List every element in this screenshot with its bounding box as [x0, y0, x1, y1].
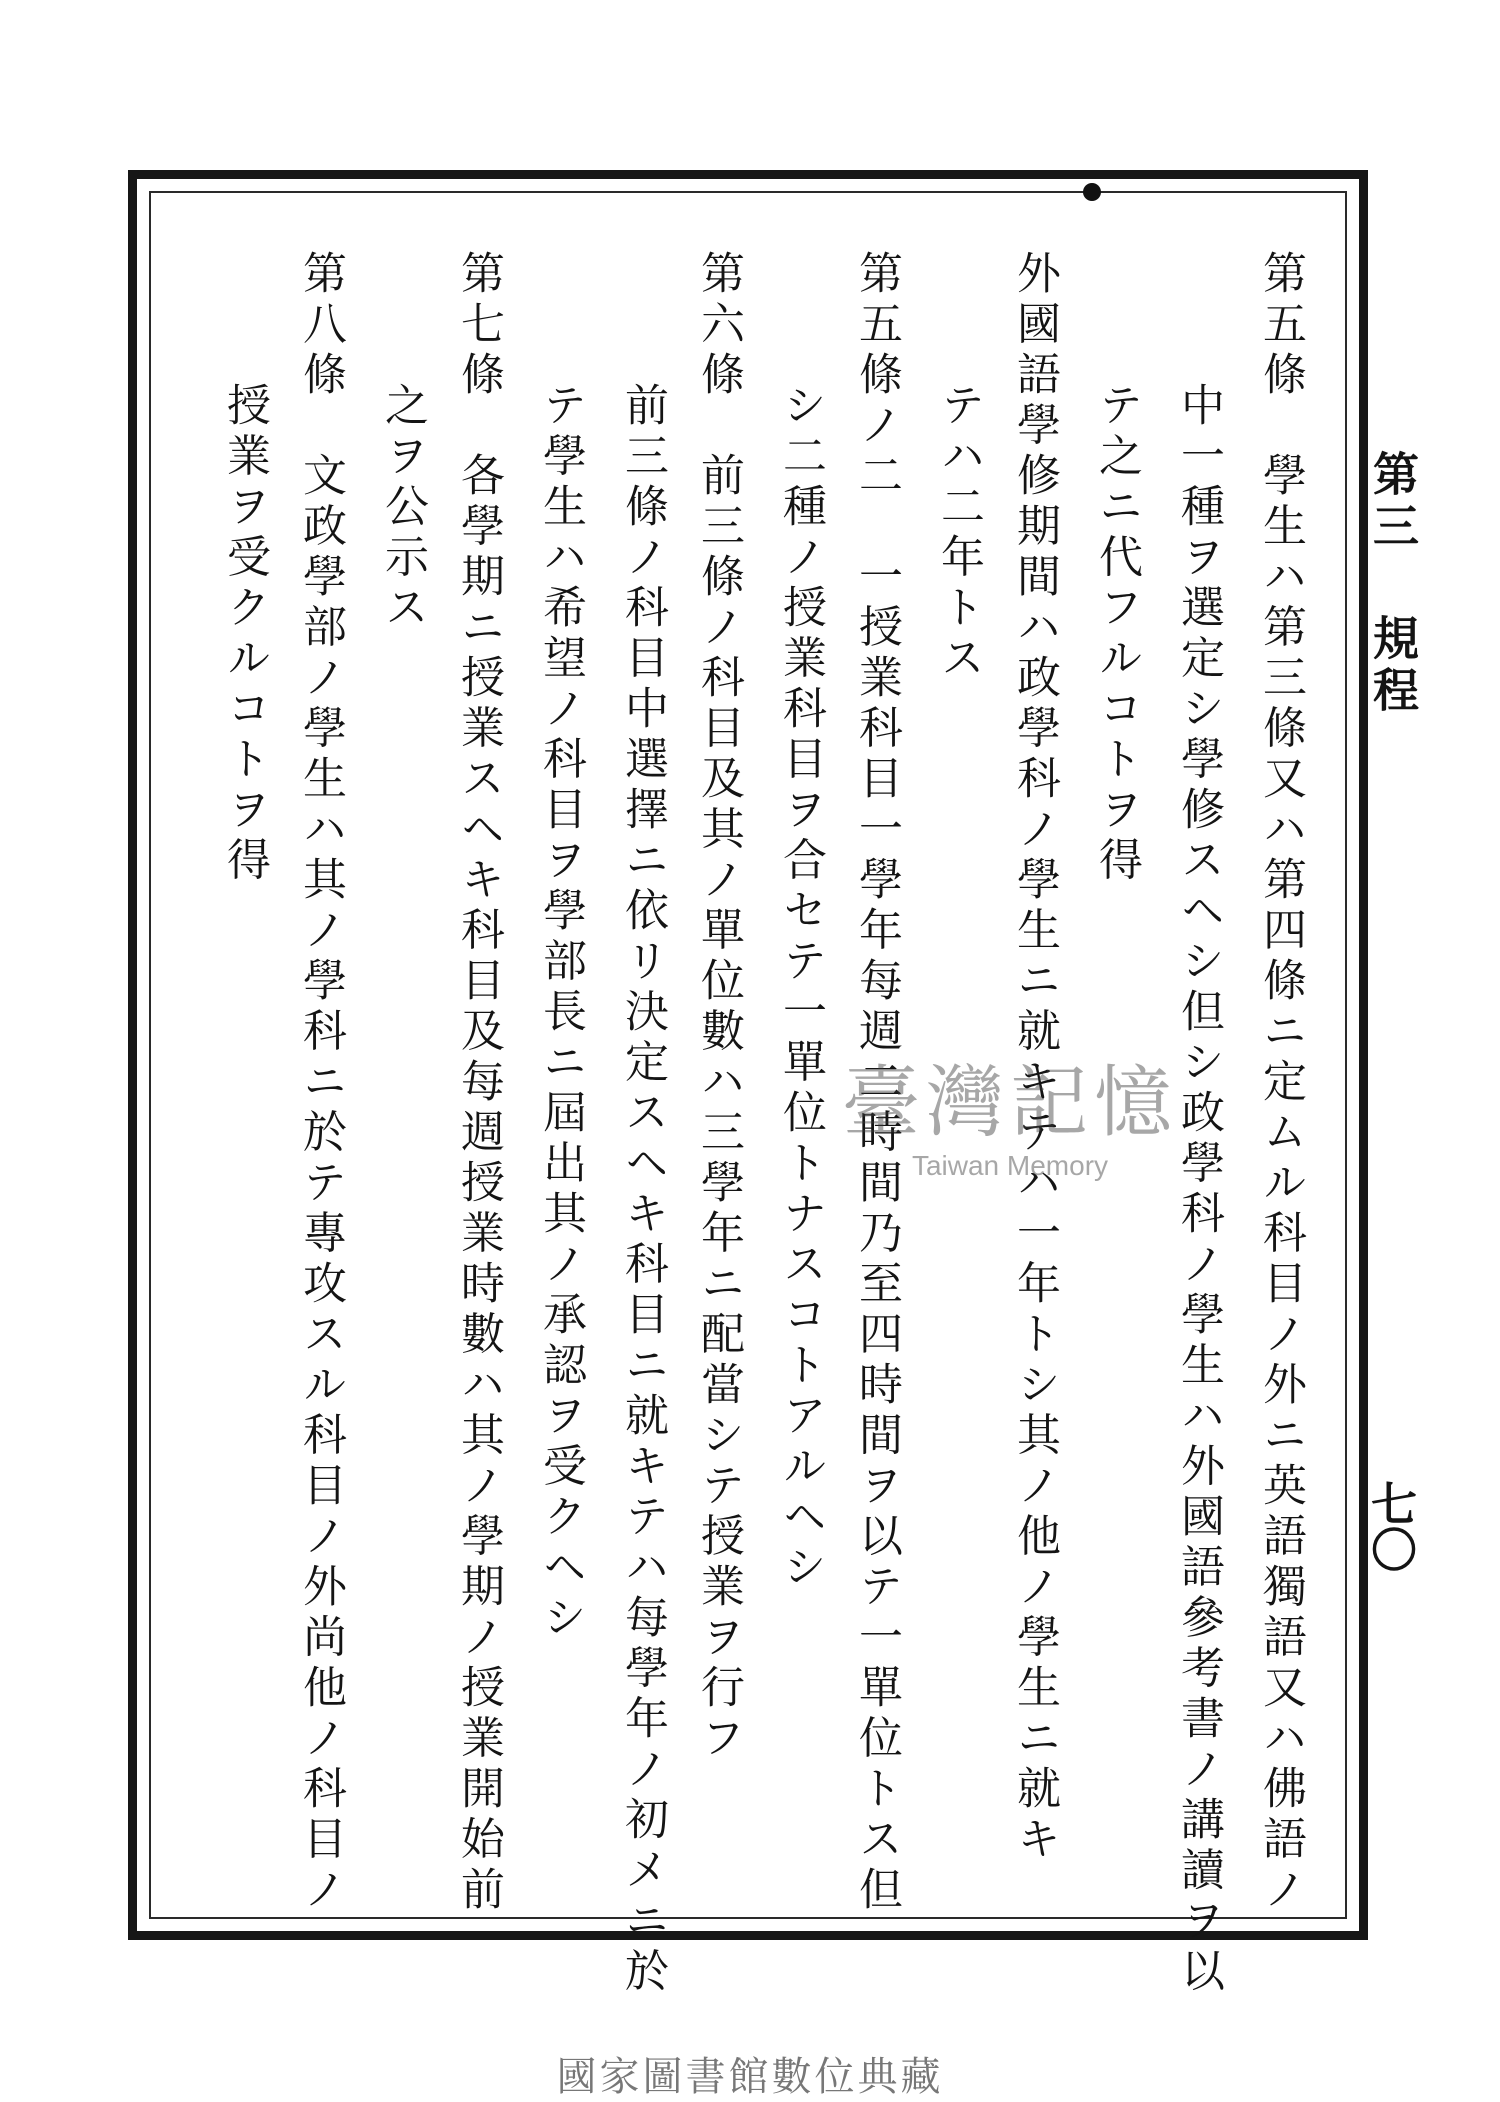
text-column: 中一種ヲ選定シ學修スヘシ但シ政學科ノ學生ハ外國語參考書ノ講讀ヲ以	[1173, 382, 1224, 1998]
text-column: 外國語學修期間ハ政學科ノ學生ニ就キテハ一年トシ其ノ他ノ學生ニ就キ	[1009, 250, 1060, 1866]
footer-caption: 國家圖書館數位典藏	[556, 2054, 944, 2100]
text-column: 授業ヲ受クルコトヲ得	[219, 382, 270, 887]
page-number: 七〇	[1364, 1480, 1418, 1572]
text-column: テハ二年トス	[933, 382, 984, 685]
text-column: 之ヲ公示ス	[377, 382, 428, 635]
watermark-logo: 臺灣記憶	[841, 1058, 1178, 1148]
text-column: 第六條 前三條ノ科目及其ノ單位數ハ三學年ニ配當シテ授業ヲ行フ	[693, 250, 744, 1765]
text-column: シ二種ノ授業科目ヲ合セテ一單位トナスコトアルヘシ	[775, 382, 826, 1594]
running-head: 第三 規程	[1366, 450, 1420, 718]
ink-blot	[1083, 183, 1101, 201]
watermark-text: Taiwan Memory	[911, 1150, 1109, 1181]
text-column: テ之ニ代フルコトヲ得	[1091, 382, 1142, 887]
text-column: 第八條 文政學部ノ學生ハ其ノ學科ニ於テ專攻スル科目ノ外尚他ノ科目ノ	[295, 250, 346, 1917]
text-column: 第五條ノ二 一授業科目一學年每週二時間乃至四時間ヲ以テ一單位トス但	[851, 250, 902, 1917]
text-column: 前三條ノ科目中選擇ニ依リ決定スヘキ科目ニ就キテハ每學年ノ初メニ於	[617, 382, 668, 1998]
text-column: テ學生ハ希望ノ科目ヲ學部長ニ屆出其ノ承認ヲ受クヘシ	[535, 382, 586, 1645]
text-column: 第七條 各學期ニ授業スヘキ科目及每週授業時數ハ其ノ學期ノ授業開始前	[453, 250, 504, 1917]
watermark	[770, 1060, 1250, 1182]
text-column: 第五條 學生ハ第三條又ハ第四條ニ定ムル科目ノ外ニ英語獨語又ハ佛語ノ	[1255, 250, 1306, 1917]
